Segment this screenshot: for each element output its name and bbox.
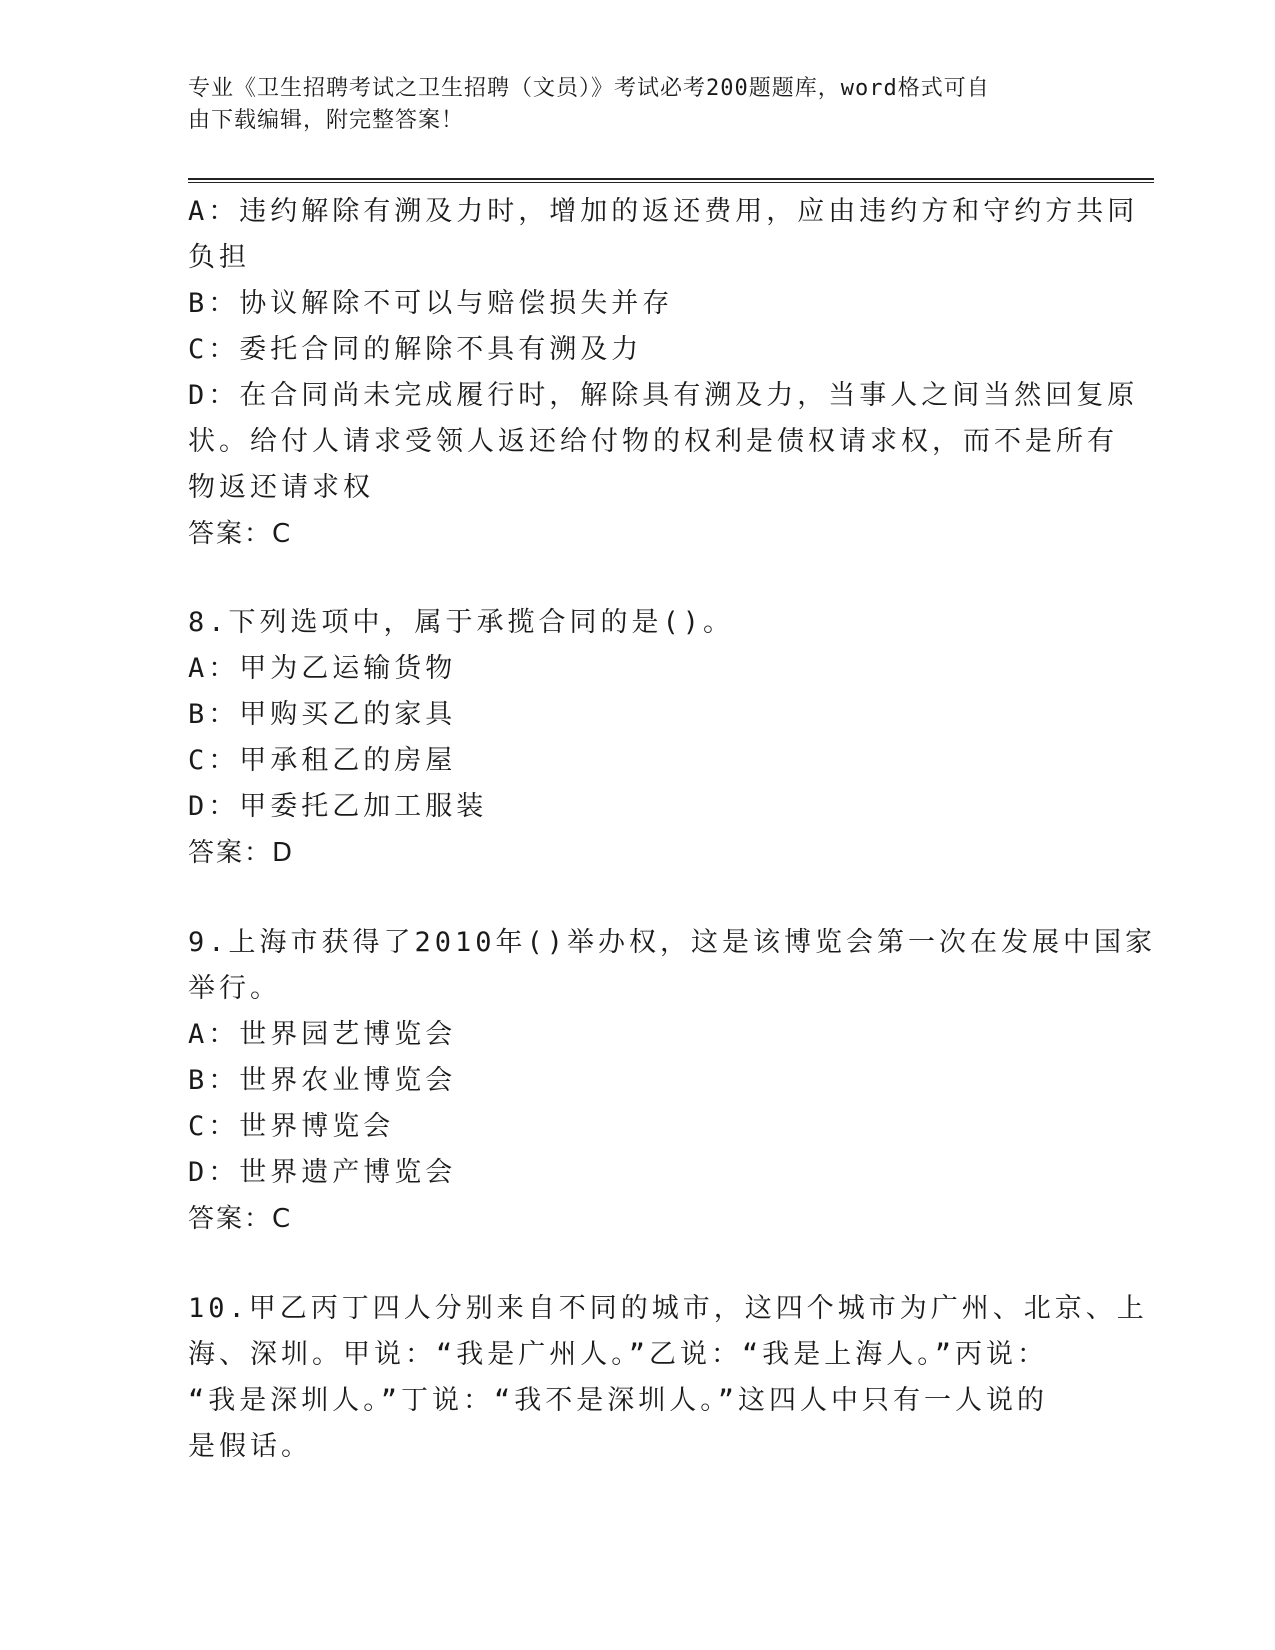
header-line-2: 由下载编辑，附完整答案！ (188, 108, 465, 133)
option-a: A：甲为乙运输货物 (188, 653, 457, 684)
option-d-line-2: 状。给付人请求受领人返还给付物的权利是债权请求权，而不是所有 (188, 426, 1118, 457)
option-b: B：甲购买乙的家具 (188, 699, 457, 730)
answer: 答案：D (188, 838, 295, 868)
question-stem-line-1: 9.上海市获得了2010年()举办权，这是该博览会第一次在发展中国家 (188, 927, 1157, 958)
question-7 (188, 189, 1139, 557)
option-c: C：世界博览会 (188, 1111, 395, 1142)
option-d-line-1: D：在合同尚未完成履行时，解除具有溯及力，当事人之间当然回复原 (188, 380, 1139, 411)
question-9 (188, 920, 1157, 1242)
question-stem-line-2: 海、深圳。甲说：“我是广州人。”乙说：“我是上海人。”丙说： (188, 1339, 1049, 1370)
option-d: D：世界遗产博览会 (188, 1157, 457, 1188)
question-stem-line-2: 举行。 (188, 973, 281, 1004)
question-10 (188, 1286, 1148, 1470)
header-line-1: 专业《卫生招聘考试之卫生招聘（文员）》考试必考200题题库，word格式可自 (188, 76, 990, 101)
answer: 答案：C (188, 519, 293, 549)
option-a-line-2: 负担 (188, 242, 250, 273)
question-stem-line-4: 是假话。 (188, 1431, 312, 1462)
answer: 答案：C (188, 1204, 293, 1234)
option-d-line-3: 物返还请求权 (188, 472, 374, 503)
document-header (188, 73, 1068, 137)
option-c: C：委托合同的解除不具有溯及力 (188, 334, 643, 365)
option-b: B：世界农业博览会 (188, 1065, 457, 1096)
option-a-line-1: A：违约解除有溯及力时，增加的返还费用，应由违约方和守约方共同 (188, 196, 1139, 227)
question-8 (188, 600, 1088, 876)
option-d: D：甲委托乙加工服装 (188, 791, 488, 822)
option-c: C：甲承租乙的房屋 (188, 745, 457, 776)
question-stem-line-3: “我是深圳人。”丁说：“我不是深圳人。”这四人中只有一人说的 (188, 1385, 1049, 1416)
option-a: A：世界园艺博览会 (188, 1019, 457, 1050)
question-stem-line-1: 10.甲乙丙丁四人分别来自不同的城市，这四个城市为广州、北京、上 (188, 1293, 1148, 1324)
option-b: B：协议解除不可以与赔偿损失并存 (188, 288, 674, 319)
question-list (188, 189, 1157, 1470)
question-stem: 8.下列选项中，属于承揽合同的是()。 (188, 607, 735, 638)
header-divider (188, 178, 1154, 183)
